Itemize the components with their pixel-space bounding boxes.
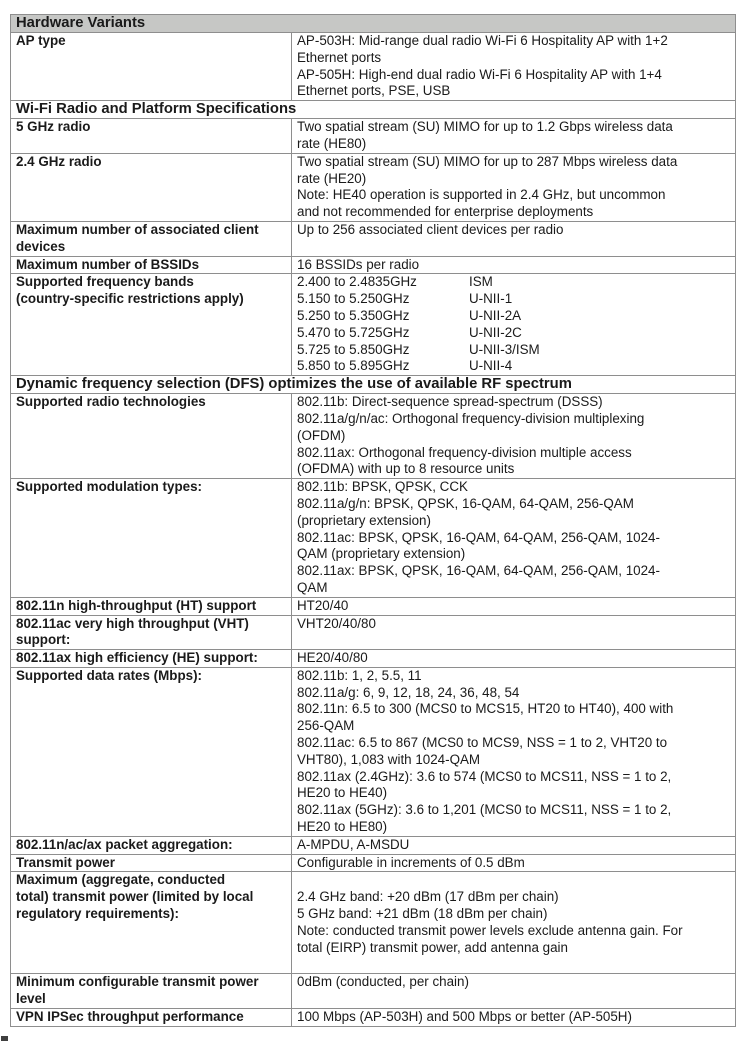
spec-row [11,119,736,154]
spec-label-line: 802.11ax high efficiency (HE) support: [16,650,258,666]
spec-value-line: 802.11ax: BPSK, QPSK, 16-QAM, 64-QAM, 256-QAM, 1024- [297,563,660,579]
spec-label-cell [11,33,292,101]
spec-label-line: total) transmit power (limited by local [16,889,254,905]
spec-value-line: 2.4 GHz band: +20 dBm (17 dBm per chain) [297,889,559,905]
spec-label-cell [11,615,292,650]
band-range: 2.400 to 2.4835GHz [297,274,417,290]
spec-label-line: VPN IPSec throughput performance [16,1008,244,1024]
spec-value-line: Ethernet ports [297,49,382,65]
spec-value-line: (proprietary extension) [297,512,431,528]
spec-value-cell [292,615,736,650]
spec-table-body [11,15,736,1027]
band-name: U-NII-4 [469,358,513,374]
spec-value-line: Configurable in increments of 0.5 dBm [297,854,525,870]
spec-label-cell [11,974,292,1009]
spec-value-line: A-MPDU, A-MSDU [297,836,410,852]
spec-value-line: 16 BSSIDs per radio [297,256,420,272]
spec-label-cell [11,119,292,154]
band-name: ISM [469,274,493,290]
spec-row [11,854,736,872]
spec-value-line: 802.11ac: BPSK, QPSK, 16-QAM, 64-QAM, 256-QAM, 1024- [297,529,660,545]
spec-value-line: 100 Mbps (AP-503H) and 500 Mbps or better (AP-505H) [297,1008,632,1024]
spec-value-line [297,956,731,973]
spec-value-line: HE20 to HE80) [297,819,388,835]
spec-label-cell [11,153,292,221]
section-row [11,101,736,119]
spec-value-line: 802.11ax: Orthogonal frequency-division multiple access [297,444,632,460]
spec-value-line: (OFDMA) with up to 8 resource units [297,461,515,477]
spec-value-cell [292,479,736,598]
spec-row [11,872,736,974]
spec-label-line: support: [16,632,71,648]
spec-label-line: Maximum (aggregate, conducted [16,872,226,888]
section-title: Dynamic frequency selection (DFS) optimizes the use of available RF spectrum [11,376,736,394]
spec-value-cell [292,1008,736,1026]
spec-value-line: HE20 to HE40) [297,785,388,801]
spec-row [11,836,736,854]
spec-label-line: Supported frequency bands [16,274,194,290]
spec-value-line: 802.11a/g/n: BPSK, QPSK, 16-QAM, 64-QAM, 256-QAM [297,495,634,511]
spec-row [11,667,736,836]
spec-value-line: and not recommended for enterprise deployments [297,204,594,220]
spec-label-cell [11,394,292,479]
spec-label-cell [11,274,292,376]
spec-label-line: Supported modulation types: [16,479,202,495]
spec-value-line: QAM [297,579,328,595]
spec-value-line: 256-QAM [297,718,355,734]
frequency-band-line [297,342,731,359]
spec-label-line: 802.11ac very high throughput (VHT) [16,615,249,631]
spec-value-line: HE20/40/80 [297,650,368,666]
spec-label-cell [11,854,292,872]
frequency-band-line [297,358,731,375]
spec-value-line [297,872,731,889]
spec-value-cell [292,872,736,974]
section-title: Hardware Variants [11,15,736,33]
spec-value-line: total (EIRP) transmit power, add antenna gain [297,939,568,955]
spec-label-cell [11,667,292,836]
spec-label-line: Maximum number of associated client [16,221,259,237]
spec-value-line: AP-503H: Mid-range dual radio Wi-Fi 6 Hospitality AP with 1+2 [297,33,668,48]
spec-value-line: rate (HE20) [297,170,367,186]
spec-row [11,597,736,615]
spec-value-line: Two spatial stream (SU) MIMO for up to 287 Mbps wireless data [297,153,678,169]
spec-value-line: QAM (proprietary extension) [297,546,466,562]
spec-label-cell [11,221,292,256]
spec-value-line: 802.11b: BPSK, QPSK, CCK [297,479,468,495]
spec-value-line: Two spatial stream (SU) MIMO for up to 1.2 Gbps wireless data [297,119,673,135]
spec-label-line: Supported radio technologies [16,394,206,410]
spec-label-cell [11,872,292,974]
band-range: 5.850 to 5.895GHz [297,358,410,374]
section-row [11,376,736,394]
spec-value-cell [292,394,736,479]
spec-row [11,974,736,1009]
spec-row [11,153,736,221]
spec-label-line: Transmit power [16,854,115,870]
spec-label-line: Supported data rates (Mbps): [16,667,202,683]
spec-label-line: Minimum configurable transmit power [16,974,259,990]
spec-value-cell [292,119,736,154]
spec-label-cell [11,650,292,668]
frequency-band-line [297,291,731,308]
spec-value-line: AP-505H: High-end dual radio Wi-Fi 6 Hospitality AP with 1+4 [297,66,662,82]
spec-value-line: 5 GHz band: +21 dBm (18 dBm per chain) [297,906,548,922]
spec-value-cell [292,667,736,836]
spec-value-line: 802.11b: 1, 2, 5.5, 11 [297,667,422,683]
band-name: U-NII-3/ISM [469,341,540,357]
spec-value-line: 802.11b: Direct-sequence spread-spectrum (DSSS) [297,394,603,410]
spec-value-cell [292,597,736,615]
spec-label-line: 5 GHz radio [16,119,91,135]
spec-label-cell [11,836,292,854]
spec-label-line: regulatory requirements): [16,906,179,922]
spec-value-cell [292,836,736,854]
spec-table [10,14,736,1027]
spec-value-line: 802.11a/g/n/ac: Orthogonal frequency-division multiplexing [297,410,645,426]
spec-row [11,33,736,101]
spec-label-line: AP type [16,33,66,48]
spec-value-line: 802.11ac: 6.5 to 867 (MCS0 to MCS9, NSS = 1 to 2, VHT20 to [297,735,668,751]
spec-label-line: devices [16,238,66,254]
spec-label-cell [11,479,292,598]
spec-value-line: Note: conducted transmit power levels exclude antenna gain. For [297,922,683,938]
spec-value-line: 802.11ax (2.4GHz): 3.6 to 574 (MCS0 to MCS11, NSS = 1 to 2, [297,768,672,784]
spec-row [11,256,736,274]
frequency-band-line [297,325,731,342]
spec-row [11,1008,736,1026]
band-range: 5.150 to 5.250GHz [297,291,410,307]
spec-label-line: 802.11n high-throughput (HT) support [16,597,257,613]
band-name: U-NII-1 [469,291,513,307]
next-section-cutoff [1,1036,8,1041]
spec-label-line: Maximum number of BSSIDs [16,256,200,272]
spec-row [11,221,736,256]
spec-row [11,615,736,650]
band-range: 5.250 to 5.350GHz [297,307,410,323]
spec-row [11,650,736,668]
spec-value-line: 802.11n: 6.5 to 300 (MCS0 to MCS15, HT20 to HT40), 400 with [297,701,674,717]
section-row [11,15,736,33]
spec-value-line: HT20/40 [297,597,349,613]
spec-row [11,479,736,598]
spec-value-line: VHT20/40/80 [297,615,376,631]
frequency-band-line [297,274,731,291]
spec-label-line: 2.4 GHz radio [16,153,102,169]
spec-value-cell [292,153,736,221]
spec-value-cell [292,650,736,668]
band-name: U-NII-2C [469,324,522,340]
frequency-band-line [297,308,731,325]
spec-value-line: rate (HE80) [297,135,367,151]
spec-value-cell [292,854,736,872]
band-range: 5.470 to 5.725GHz [297,324,410,340]
spec-row [11,274,736,376]
spec-value-line: 802.11ax (5GHz): 3.6 to 1,201 (MCS0 to MCS11, NSS = 1 to 2, [297,802,672,818]
spec-value-line: Ethernet ports, PSE, USB [297,83,451,99]
spec-value-cell [292,221,736,256]
spec-value-cell [292,33,736,101]
spec-label-cell [11,1008,292,1026]
spec-value-cell [292,256,736,274]
spec-label-line: level [16,991,46,1007]
spec-value-line: Up to 256 associated client devices per radio [297,221,564,237]
section-title: Wi-Fi Radio and Platform Specifications [11,101,736,119]
spec-label-cell [11,597,292,615]
spec-row [11,394,736,479]
band-range: 5.725 to 5.850GHz [297,341,410,357]
band-name: U-NII-2A [469,307,522,323]
spec-value-cell [292,274,736,376]
spec-label-line: 802.11n/ac/ax packet aggregation: [16,836,233,852]
spec-value-line: 0dBm (conducted, per chain) [297,974,469,990]
spec-value-cell [292,974,736,1009]
spec-label-line: (country-specific restrictions apply) [16,291,244,307]
spec-value-line: Note: HE40 operation is supported in 2.4 GHz, but uncommon [297,187,666,203]
spec-value-line: (OFDM) [297,427,346,443]
spec-label-cell [11,256,292,274]
spec-value-line: 802.11a/g: 6, 9, 12, 18, 24, 36, 48, 54 [297,684,520,700]
spec-value-line: VHT80), 1,083 with 1024-QAM [297,751,481,767]
